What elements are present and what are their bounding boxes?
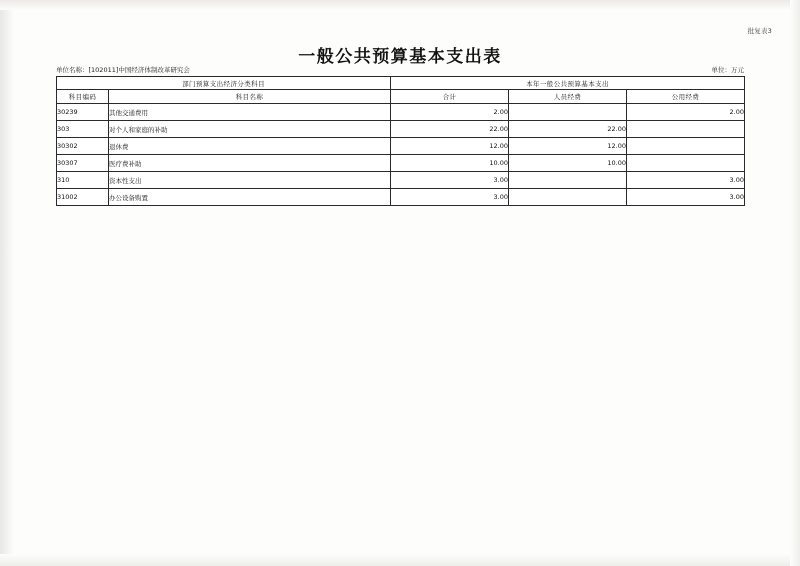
group-header-basic-expenditure: 本年一般公共预算基本支出 bbox=[391, 77, 745, 90]
table-row bbox=[57, 172, 745, 189]
scan-edge-right bbox=[790, 0, 800, 566]
cell-personnel: 12.00 bbox=[509, 138, 627, 155]
cell-total: 3.00 bbox=[391, 172, 509, 189]
scan-edge-top bbox=[0, 0, 800, 10]
cell-code: 303 bbox=[57, 121, 109, 138]
unit-measure-label: 单位：万元 bbox=[711, 66, 744, 74]
cell-code: 30302 bbox=[57, 138, 109, 155]
cell-total: 22.00 bbox=[391, 121, 509, 138]
cell-code: 30239 bbox=[57, 104, 109, 121]
table-row bbox=[57, 138, 745, 155]
column-header-code: 科目编码 bbox=[57, 90, 109, 104]
cell-total: 10.00 bbox=[391, 155, 509, 172]
cell-personnel bbox=[509, 172, 627, 189]
column-header-public: 公用经费 bbox=[627, 90, 745, 104]
scan-edge-bottom bbox=[0, 554, 800, 566]
table-column-header-row bbox=[57, 90, 745, 104]
group-header-economic-category: 部门预算支出经济分类科目 bbox=[57, 77, 391, 90]
table-row bbox=[57, 155, 745, 172]
cell-name: 办公设备购置 bbox=[109, 189, 391, 206]
cell-personnel bbox=[509, 104, 627, 121]
cell-personnel: 10.00 bbox=[509, 155, 627, 172]
cell-public bbox=[627, 121, 745, 138]
cell-public bbox=[627, 155, 745, 172]
page-title: 一般公共预算基本支出表 bbox=[298, 47, 502, 67]
cell-name: 对个人和家庭的补助 bbox=[109, 121, 391, 138]
column-header-total: 合计 bbox=[391, 90, 509, 104]
cell-code: 310 bbox=[57, 172, 109, 189]
scan-edge-left bbox=[0, 0, 14, 566]
cell-personnel: 22.00 bbox=[509, 121, 627, 138]
cell-name: 退休费 bbox=[109, 138, 391, 155]
cell-name: 资本性支出 bbox=[109, 172, 391, 189]
cell-public bbox=[627, 138, 745, 155]
table-row bbox=[57, 104, 745, 121]
cell-total: 3.00 bbox=[391, 189, 509, 206]
cell-code: 30307 bbox=[57, 155, 109, 172]
cell-personnel bbox=[509, 189, 627, 206]
cell-public: 3.00 bbox=[627, 172, 745, 189]
column-header-personnel: 人员经费 bbox=[509, 90, 627, 104]
cell-public: 2.00 bbox=[627, 104, 745, 121]
column-header-name: 科目名称 bbox=[109, 90, 391, 104]
unit-name-label: 单位名称：[102011]中国经济体制改革研究会 bbox=[56, 66, 190, 74]
budget-table bbox=[56, 76, 745, 206]
table-group-header-row bbox=[57, 77, 745, 90]
table-row bbox=[57, 189, 745, 206]
cell-name: 医疗费补助 bbox=[109, 155, 391, 172]
table-row bbox=[57, 121, 745, 138]
cell-total: 12.00 bbox=[391, 138, 509, 155]
cell-public: 3.00 bbox=[627, 189, 745, 206]
cell-code: 31002 bbox=[57, 189, 109, 206]
form-code: 批复表3 bbox=[747, 27, 772, 35]
cell-total: 2.00 bbox=[391, 104, 509, 121]
cell-name: 其他交通费用 bbox=[109, 104, 391, 121]
